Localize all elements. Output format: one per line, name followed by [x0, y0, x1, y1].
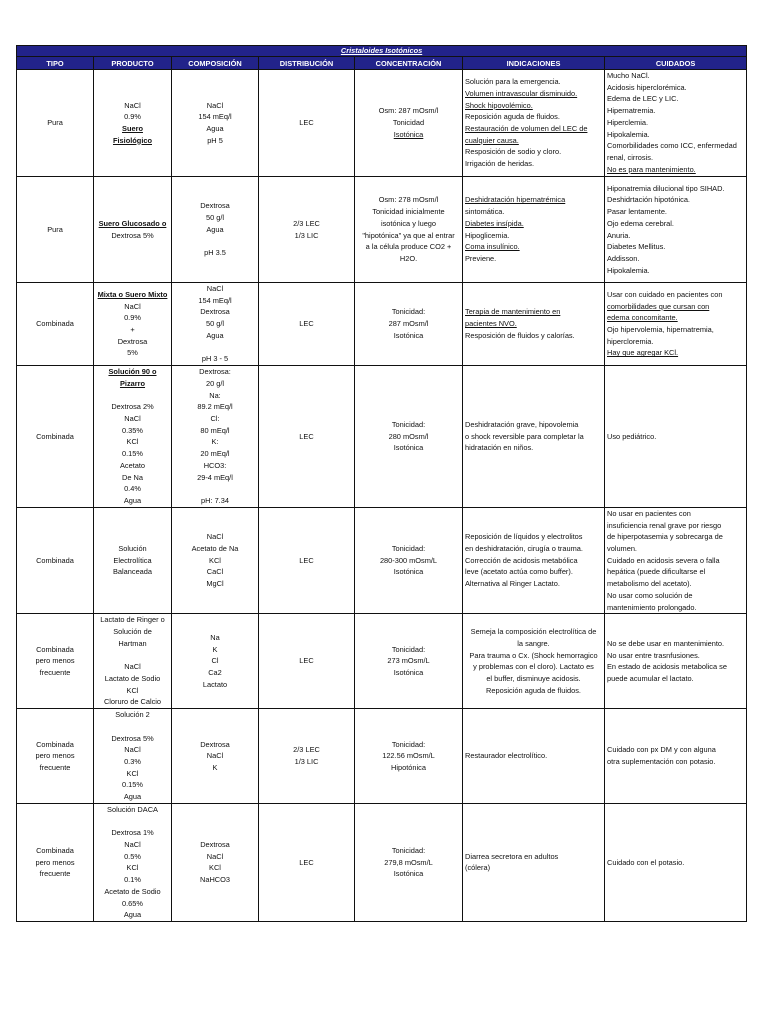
text-line: Semeja la composición electrolítica de [470, 627, 597, 637]
cell-concentracion [355, 803, 463, 921]
table-row [17, 614, 747, 709]
cell-tipo [17, 709, 94, 804]
text-line: el buffer, disminuye acidosis. [486, 673, 581, 683]
cell-distribucion [259, 614, 355, 709]
text-line: LEC [299, 118, 314, 128]
cell-distribucion [259, 283, 355, 366]
text-line: CaCl [206, 567, 224, 577]
text-line: pH 3 - 5 [201, 354, 229, 364]
text-line: frecuente [39, 668, 71, 678]
text-line: Dextrosa: [199, 367, 231, 377]
text-line: Dextrosa [200, 201, 230, 211]
text-line: HCO3: [203, 460, 227, 470]
text-line: 0.5% [124, 851, 141, 861]
text-line: Na [210, 632, 220, 642]
text-line: pero menos [35, 751, 75, 761]
cell-distribucion [259, 70, 355, 177]
text-line: Reposición aguda de fluidos. [486, 685, 581, 695]
cell-composicion [172, 365, 259, 507]
text-line: pH: 7.34 [201, 495, 229, 505]
text-line: KCl [209, 555, 221, 565]
text-line: Acetato de Na [191, 544, 239, 554]
text-line: Diabetes Mellitus. [607, 242, 666, 252]
text-line: K [212, 762, 218, 772]
text-line: Restaurador electrolítico. [465, 751, 548, 761]
cell-indicaciones [463, 365, 605, 507]
text-line: K [212, 644, 218, 654]
cell-cuidados [605, 709, 747, 804]
text-line: Ojo edema cerebral. [607, 218, 674, 228]
text-line: Acidosis hiperclorémica. [607, 82, 687, 92]
text-line: Agua [123, 910, 142, 920]
cell-cuidados [605, 365, 747, 507]
text-line: frecuente [39, 762, 71, 772]
text-line: frecuente [39, 869, 71, 879]
text-line: Hay que agregar KCl. [607, 348, 679, 358]
text-line: puede acumular el lactato. [607, 673, 694, 683]
text-line: MgCl [206, 579, 224, 589]
text-line: 280 mOsm/l [388, 431, 429, 441]
header-indicaciones: INDICACIONES [463, 57, 605, 70]
text-line: Combinada [36, 319, 74, 329]
cell-producto [94, 803, 172, 921]
text-line: Hiperclemia. [607, 117, 649, 127]
text-line: Lactato de Ringer o [100, 615, 165, 625]
text-line: Resposición de sodio y cloro. [465, 147, 562, 157]
text-line: Fisiológico [112, 135, 152, 145]
cell-composicion [172, 803, 259, 921]
text-line: NaCl [206, 532, 224, 542]
table-row [17, 177, 747, 283]
text-line: Isotónica [393, 869, 424, 879]
text-line: Cuidado en acidosis severa o falla [607, 555, 720, 565]
text-line: Na: [209, 390, 221, 400]
text-line: 2/3 LEC [293, 745, 320, 755]
text-line: K: [211, 437, 219, 447]
text-line: "hipotónica" ya que al entrar [362, 230, 455, 240]
text-line: No usar como solución de [607, 590, 693, 600]
cell-indicaciones [463, 803, 605, 921]
header-composicion: COMPOSICIÓN [172, 57, 259, 70]
text-line: H2O. [399, 253, 418, 263]
text-line: NaCl [124, 301, 141, 311]
cell-distribucion [259, 365, 355, 507]
text-line: Isotónica [393, 330, 424, 340]
cell-producto [94, 507, 172, 613]
header-tipo: TIPO [17, 57, 94, 70]
text-line: y problemas con el cloro). Lactato es [473, 662, 594, 672]
text-line: Para trauma o Cx. (Shock hemorragico [469, 650, 598, 660]
text-line: Diarrea secretora en adultos [465, 851, 559, 861]
text-line: pH 3.5 [204, 248, 226, 258]
cell-producto [94, 177, 172, 283]
cell-cuidados [605, 507, 747, 613]
cell-concentracion [355, 614, 463, 709]
text-line: Cl [211, 656, 219, 666]
text-line: 122.56 mOsm/L [382, 751, 435, 761]
text-line: 154 mEq/l [198, 295, 232, 305]
text-line: Usar con cuidado en pacientes con [607, 289, 723, 299]
text-line: en deshidratación, cirugía o trauma. [465, 544, 583, 554]
text-line: NaHCO3 [200, 875, 230, 885]
text-line: 29-4 mEq/l [197, 472, 233, 482]
table-row [17, 283, 747, 366]
text-line: Isotónica [393, 567, 424, 577]
cell-concentracion [355, 177, 463, 283]
text-line: Volumen intravascular disminuido. [465, 88, 578, 98]
text-line: 50 g/l [205, 212, 225, 222]
text-line: Dextrosa [200, 839, 230, 849]
text-line: Tonicidad: [391, 419, 426, 429]
text-line: Previene. [465, 253, 497, 263]
cell-distribucion [259, 177, 355, 283]
text-line: Suero Glucosado o [98, 218, 167, 228]
cell-indicaciones [463, 283, 605, 366]
text-line: Anuria. [607, 230, 631, 240]
text-line: Deshidrtación hipotónica. [607, 195, 690, 205]
text-line: Combinada [36, 845, 74, 855]
text-line: Diabetes insípida. [465, 218, 524, 228]
cell-distribucion [259, 507, 355, 613]
cell-indicaciones [463, 709, 605, 804]
cell-tipo [17, 365, 94, 507]
text-line: Solución para la emergencia. [465, 77, 561, 87]
text-line: Dextrosa [200, 307, 230, 317]
text-line: Dextrosa [117, 336, 148, 346]
cell-cuidados [605, 70, 747, 177]
text-line: Tonicidad: [391, 739, 426, 749]
text-line: Agua [206, 124, 224, 133]
text-line: Comorbilidades como ICC, enfermedad renal, cirrosis. [607, 141, 737, 162]
text-line: Agua [206, 330, 224, 340]
text-line: Combinada [36, 555, 74, 565]
text-line: hepática (puede dificultarse el [607, 567, 706, 577]
text-line: Lactato [202, 679, 228, 689]
text-line: Pizarro [119, 378, 146, 388]
text-line: Hiponatremia dilucional tipo SIHAD. [607, 183, 725, 193]
text-line: 273 mOsm/L [387, 656, 430, 666]
text-line: Tonicidad: [391, 644, 426, 654]
text-line: Dextrosa 2% [111, 402, 154, 412]
cell-producto [94, 709, 172, 804]
cell-producto [94, 283, 172, 366]
text-line: 0.15% [122, 780, 143, 790]
text-line: o shock reversible para completar la [465, 431, 584, 441]
text-line: 280-300 mOsm/L [379, 555, 438, 565]
text-line: Hipoglicemia. [465, 230, 510, 240]
cell-concentracion [355, 283, 463, 366]
header-concentracion: CONCENTRACIÓN [355, 57, 463, 70]
cell-cuidados [605, 803, 747, 921]
text-line: Uso pediátrico. [607, 431, 657, 441]
text-line: LEC [299, 555, 314, 565]
text-line: Isotónica [393, 129, 424, 139]
text-line: Pura [47, 118, 63, 128]
text-line: 20 g/l [205, 378, 225, 388]
text-line: No usar entre trasnfusiones. [607, 650, 700, 660]
header-producto: PRODUCTO [94, 57, 172, 70]
cell-indicaciones [463, 177, 605, 283]
text-line: De Na [122, 472, 143, 482]
text-line: 0.4% [124, 484, 141, 494]
text-line: KCl [209, 863, 221, 873]
text-line: LEC [299, 319, 314, 329]
text-line: Ca2 [208, 668, 222, 678]
text-line: Corrección de acidosis metabólica [465, 555, 578, 565]
cell-composicion [172, 614, 259, 709]
cell-producto [94, 70, 172, 177]
header-row [17, 57, 747, 70]
text-line: Balanceada [112, 567, 153, 577]
text-line: Combinada [36, 431, 74, 441]
text-line: NaCl [124, 839, 141, 849]
text-line: Tonicidad: [391, 307, 426, 317]
text-line: Pasar lentamente. [607, 207, 667, 217]
text-line: Terapia de mantenimiento en [465, 307, 561, 317]
header-cuidados: CUIDADOS [605, 57, 747, 70]
text-line: Deshidratación grave, hipovolemia [465, 419, 579, 429]
text-line: Hipotónica [391, 762, 426, 772]
text-line: 89.2 mEq/l [197, 402, 233, 412]
text-line: Hipokalemia. [607, 129, 650, 139]
text-line: Cl: [210, 414, 220, 424]
text-line: + [130, 324, 135, 334]
text-line: Hipernatremia. [607, 106, 656, 116]
text-line: NaCl [124, 662, 141, 672]
text-line: LEC [299, 431, 314, 441]
table-row [17, 507, 747, 613]
text-line: 50 g/l [205, 319, 225, 329]
text-line: metabolismo del acetato). [607, 579, 692, 589]
text-line: 5% [127, 348, 138, 358]
text-line: Resposición de fluidos y calorías. [465, 330, 575, 340]
text-line: hipercloremia. [607, 336, 654, 346]
text-line: 0.1% [124, 875, 141, 885]
text-line: Tonicidad [392, 118, 425, 128]
text-line: Mixta o Suero Mixto [97, 289, 168, 299]
cell-producto [94, 365, 172, 507]
text-line: Agua [206, 224, 224, 234]
text-line: 0.9% [124, 313, 141, 323]
cell-indicaciones [463, 507, 605, 613]
text-line: isotónica y luego [380, 218, 437, 228]
text-line: Cuidado con px DM y con alguna [607, 745, 716, 755]
table-title-row [17, 46, 747, 57]
text-line: Tonicidad: [391, 544, 426, 554]
text-line: Cuidado con el potasio. [607, 857, 685, 867]
text-line [174, 342, 256, 354]
text-line: Mucho NaCl. [607, 71, 650, 80]
text-line: 287 mOsm/l [388, 319, 429, 329]
text-line: NaCl [206, 100, 224, 110]
text-line: 0.65% [122, 898, 143, 908]
cell-cuidados [605, 177, 747, 283]
text-line: Acetato [119, 460, 146, 470]
cell-tipo [17, 70, 94, 177]
text-line: Hipokalemia. [607, 265, 650, 275]
text-line: la sangre. [517, 638, 550, 648]
text-line: KCl [126, 437, 139, 447]
text-line: LEC [299, 656, 314, 666]
text-line: No usar en pacientes con [607, 508, 691, 518]
cell-producto [94, 614, 172, 709]
text-line: 1/3 LIC [294, 757, 319, 767]
text-line: Dextrosa [200, 739, 230, 749]
table-row [17, 803, 747, 921]
cell-concentracion [355, 365, 463, 507]
cell-composicion [172, 283, 259, 366]
text-line: Solución DACA [107, 804, 158, 814]
text-line: Isotónica [393, 668, 424, 678]
text-line: 80 mEq/l [200, 425, 230, 435]
text-line: En estado de acidosis metabolica se [607, 662, 727, 672]
text-line: 1/3 LIC [294, 230, 319, 240]
text-line: Reposición aguda de fluidos. [465, 112, 560, 122]
text-line: Pura [47, 224, 63, 234]
cell-composicion [172, 507, 259, 613]
cell-cuidados [605, 614, 747, 709]
text-line: insuficiencia renal grave por riesgo [607, 520, 722, 530]
text-line: Suero [122, 124, 143, 133]
cell-indicaciones [463, 614, 605, 709]
text-line: volumen. [607, 544, 637, 554]
header-distribucion: DISTRIBUCIÓN [259, 57, 355, 70]
text-line: sintomática. [465, 207, 505, 217]
text-line: pero menos [35, 656, 75, 666]
text-line: Cloruro de Calcio [103, 697, 162, 707]
text-line: Dextrosa 5% [111, 733, 154, 743]
text-line: hidratación en niños. [465, 443, 534, 453]
cell-indicaciones [463, 70, 605, 177]
text-line: NaCl [206, 851, 224, 861]
text-line [96, 816, 169, 828]
text-line: No se debe usar en mantenimiento. [607, 638, 725, 648]
text-line: Combinada [36, 739, 74, 749]
text-line: 0.35% [122, 425, 143, 435]
text-line: Coma insulínico. [465, 242, 520, 252]
text-line: No es para mantenimiento. [607, 164, 696, 174]
cell-concentracion [355, 70, 463, 177]
cell-distribucion [259, 709, 355, 804]
text-line: NaCl [124, 414, 141, 424]
text-line: mantenimiento prolongado. [607, 602, 697, 612]
text-line: Solución [118, 544, 147, 554]
text-line: NaCl [206, 284, 224, 293]
cell-concentracion [355, 709, 463, 804]
text-line: Shock hipovolémico. [465, 100, 533, 110]
text-line: pacientes NVO. [465, 319, 517, 329]
text-line: Ojo hipervolemia, hipernatremia, [607, 324, 714, 334]
text-line: Combinada [36, 644, 74, 654]
text-line: pero menos [35, 857, 75, 867]
text-line [96, 650, 169, 662]
cell-composicion [172, 709, 259, 804]
text-line: pH 5 [207, 135, 223, 145]
text-line: Isotónica [393, 443, 424, 453]
text-line [174, 235, 256, 247]
text-line [96, 390, 169, 402]
text-line: 20 mEq/l [200, 449, 230, 459]
text-line: Agua [123, 792, 142, 802]
text-line: Tonicidad inicialmente [372, 207, 445, 217]
text-line: otra suplementación con potasio. [607, 757, 716, 767]
text-line: LEC [299, 857, 314, 867]
text-line: edema concomitante. [607, 313, 678, 323]
text-line: a la célula produce CO2 + [365, 242, 452, 252]
table-row [17, 365, 747, 507]
text-line: Solución 2 [115, 710, 150, 720]
text-line [174, 483, 256, 495]
text-line: Solución de [113, 627, 152, 637]
text-line: Lactato de Sodio [104, 673, 161, 683]
text-line: 0.3% [124, 757, 141, 767]
text-line: 0.15% [122, 449, 143, 459]
text-line: 154 mEq/l [198, 112, 232, 122]
text-line: Addisson. [607, 253, 640, 263]
text-line: Deshidratación hipernatrémica [465, 195, 566, 205]
text-line: Reposición de líquidos y electrolitos [465, 532, 583, 542]
text-line: NaCl [124, 100, 141, 110]
cell-composicion [172, 177, 259, 283]
text-line: Dextrosa 1% [111, 828, 154, 838]
table-title: Cristaloides Isotónicos [17, 46, 747, 57]
text-line: 0.9% [124, 112, 141, 122]
cell-tipo [17, 803, 94, 921]
text-line: comorbilidades que cursan con [607, 301, 710, 311]
text-line: Electrolítica [113, 555, 152, 565]
text-line: KCl [126, 863, 139, 873]
text-line: Osm: 287 mOsm/l [378, 106, 439, 116]
cell-composicion [172, 70, 259, 177]
cell-cuidados [605, 283, 747, 366]
text-line: 2/3 LEC [293, 218, 320, 228]
cell-tipo [17, 507, 94, 613]
cell-distribucion [259, 803, 355, 921]
text-line: Hartman [118, 638, 147, 648]
text-line: Dextrosa 5% [111, 230, 154, 240]
text-line: Edema de LEC y LIC. [607, 94, 679, 104]
text-line: Osm: 278 mOsm/l [378, 195, 439, 205]
cell-concentracion [355, 507, 463, 613]
text-line: 279,8 mOsm/L [384, 857, 433, 867]
text-line: leve (acetato actúa como buffer). [465, 567, 573, 577]
text-line: NaCl [124, 745, 141, 755]
text-line: NaCl [206, 751, 224, 761]
text-line: Acetato de Sodio [104, 886, 161, 896]
text-line: KCl [126, 768, 139, 778]
text-line: Solución 90 o [108, 367, 157, 377]
crystalloid-table [16, 45, 747, 922]
text-line: Restauración de volumen del LEC de cualquier causa. [465, 124, 588, 145]
text-line: KCl [126, 685, 139, 695]
text-line: Agua [123, 495, 142, 505]
table-row [17, 709, 747, 804]
text-line: Irrigación de heridas. [465, 159, 535, 169]
cell-tipo [17, 283, 94, 366]
text-line: de hiperpotasemia y sobrecarga de [607, 532, 723, 542]
cell-tipo [17, 177, 94, 283]
text-line [96, 721, 169, 733]
text-line: Tonicidad: [391, 845, 426, 855]
table-row [17, 70, 747, 177]
cell-tipo [17, 614, 94, 709]
text-line: (cólera) [465, 863, 491, 873]
text-line: Alternativa al Ringer Lactato. [465, 579, 560, 589]
